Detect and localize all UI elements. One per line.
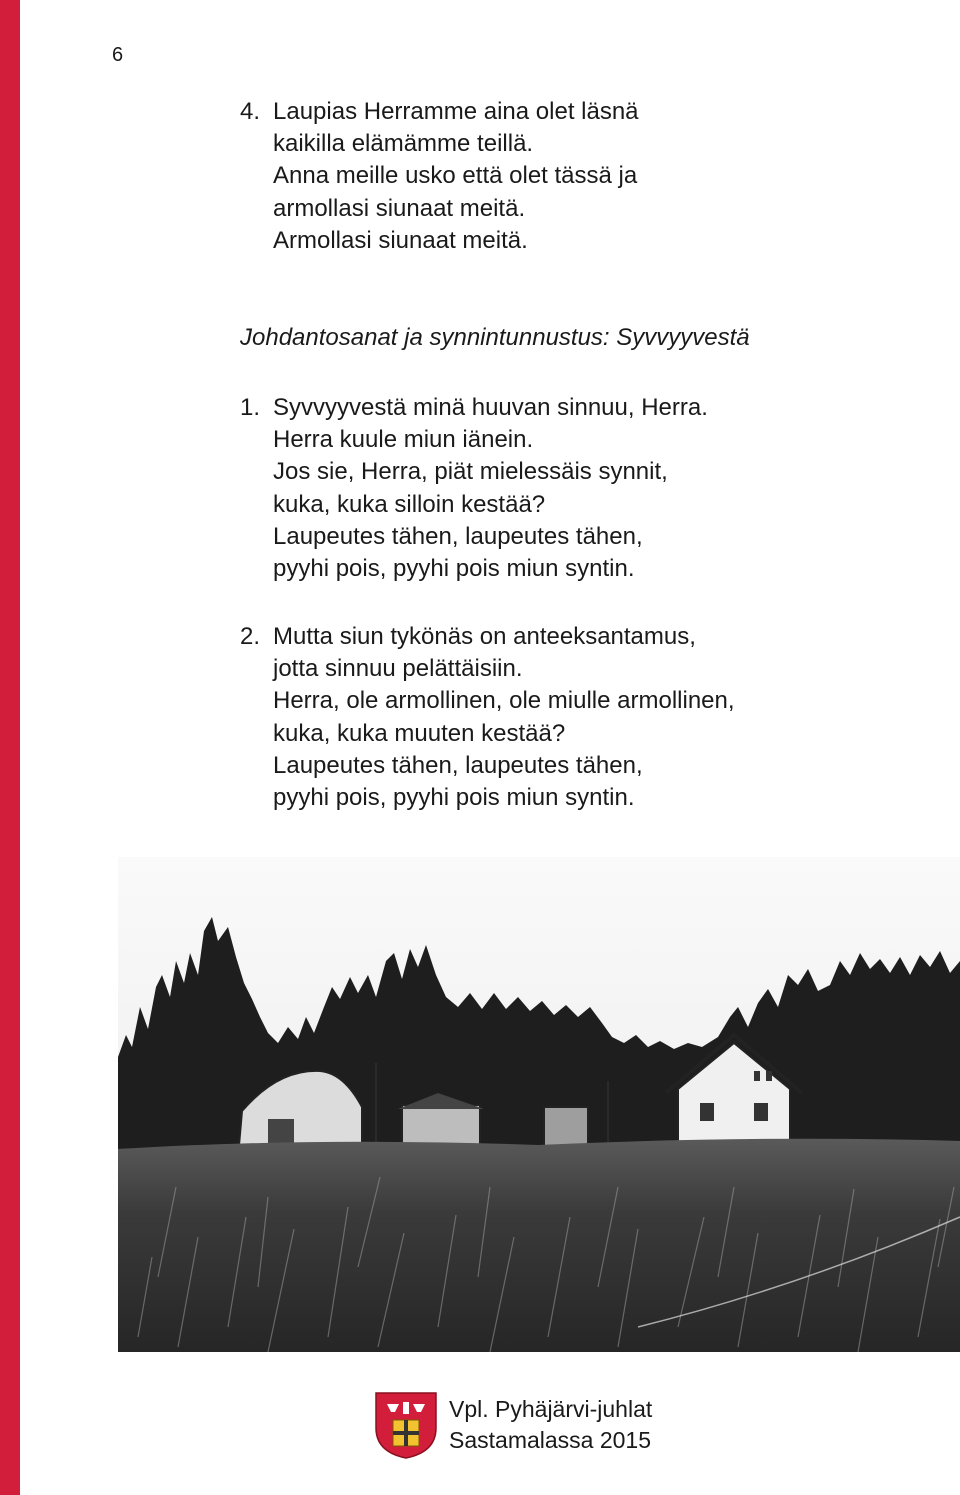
verse-line: kuka, kuka muuten kestää? — [273, 719, 566, 747]
verse-line: Laupeutes tähen, laupeutes tähen, — [273, 522, 643, 550]
shed — [544, 1107, 588, 1147]
footer-event-place: Sastamalassa 2015 — [449, 1427, 652, 1453]
verse-line: kuka, kuka silloin kestää? — [273, 490, 546, 518]
verse-line: jotta sinnuu pelättäisiin. — [273, 655, 523, 683]
verse-number: 4. — [240, 98, 261, 125]
verse-line: Armollasi siunaat meitä. — [273, 226, 528, 254]
red-margin-bar — [0, 0, 20, 1495]
coat-of-arms-icon — [373, 1390, 439, 1460]
intro-heading: Johdantosanat ja synnintunnustus: Syvvyyvestä — [240, 324, 750, 351]
verse-line: Mutta siun tykönäs on anteeksantamus, — [273, 623, 696, 650]
verse-number: 2. — [240, 623, 261, 650]
verse-line: pyyhi pois, pyyhi pois miun syntin. — [273, 554, 635, 582]
page-number: 6 — [112, 44, 124, 66]
verse-number: 1. — [240, 394, 261, 421]
verse-line: Jos sie, Herra, piät mielessäis synnit, — [273, 458, 668, 486]
grass-field — [118, 1139, 960, 1352]
verse-1 — [240, 392, 708, 585]
footer-event-title: Vpl. Pyhäjärvi-juhlat — [449, 1396, 653, 1422]
verse-line: armollasi siunaat meitä. — [273, 194, 526, 222]
verse-line: Laupias Herramme aina olet läsnä — [273, 98, 639, 125]
verse-4 — [240, 96, 639, 257]
verse-line: Anna meille usko että olet tässä ja — [273, 162, 638, 190]
footer — [449, 1394, 652, 1456]
verse-line: Herra, ole armollinen, ole miulle armollinen, — [273, 687, 735, 715]
verse-line: Herra kuule miun iänein. — [273, 426, 534, 454]
verse-line: pyyhi pois, pyyhi pois miun syntin. — [273, 783, 635, 811]
verse-2 — [240, 621, 735, 814]
verse-line: kaikilla elämämme teillä. — [273, 130, 534, 158]
farm-photograph — [118, 857, 960, 1352]
verse-line: Laupeutes tähen, laupeutes tähen, — [273, 751, 643, 779]
verse-line: Syvvyyvestä minä huuvan sinnuu, Herra. — [273, 394, 708, 421]
